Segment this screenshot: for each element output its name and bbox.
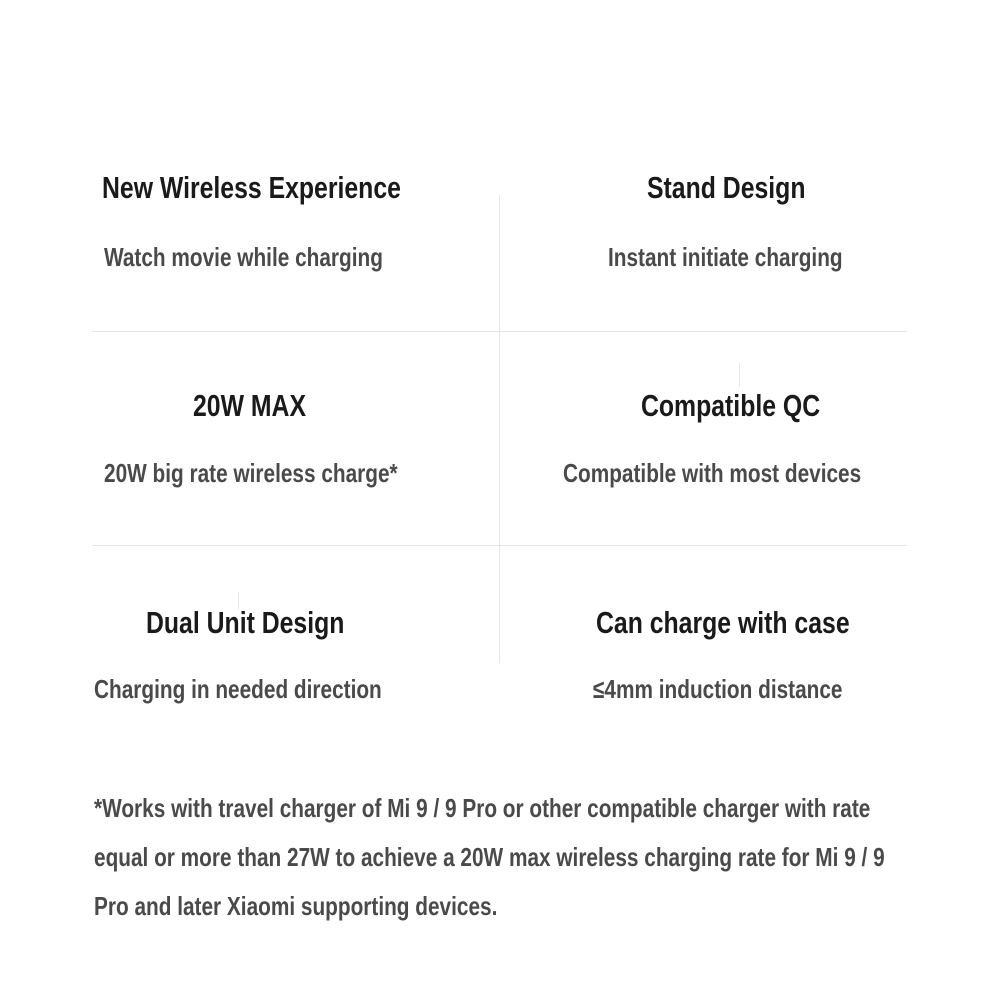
grid-row-divider-1 (92, 331, 907, 332)
feature-title: Dual Unit Design (146, 605, 345, 640)
feature-subtitle: Instant initiate charging (608, 242, 843, 272)
grid-tick-mark (739, 363, 740, 387)
feature-subtitle: Compatible with most devices (563, 458, 862, 488)
feature-subtitle: Watch movie while charging (104, 242, 383, 272)
feature-subtitle: ≤4mm induction distance (593, 674, 843, 704)
feature-title: 20W MAX (193, 388, 306, 423)
grid-vertical-divider (499, 195, 500, 663)
footnote-text: *Works with travel charger of Mi 9 / 9 Pro or other compatible charger with rate equal or more than 27W to achieve a 20W max wireless charging rate for Mi 9 / 9 Pro and later Xiaomi supporting devices. (94, 793, 885, 921)
feature-subtitle: Charging in needed direction (94, 674, 382, 704)
grid-row-divider-2 (92, 545, 907, 546)
feature-title: Compatible QC (641, 388, 821, 423)
feature-subtitle: 20W big rate wireless charge* (104, 458, 398, 488)
feature-title: Can charge with case (596, 605, 850, 640)
feature-title: New Wireless Experience (102, 170, 401, 205)
feature-title: Stand Design (647, 170, 806, 205)
